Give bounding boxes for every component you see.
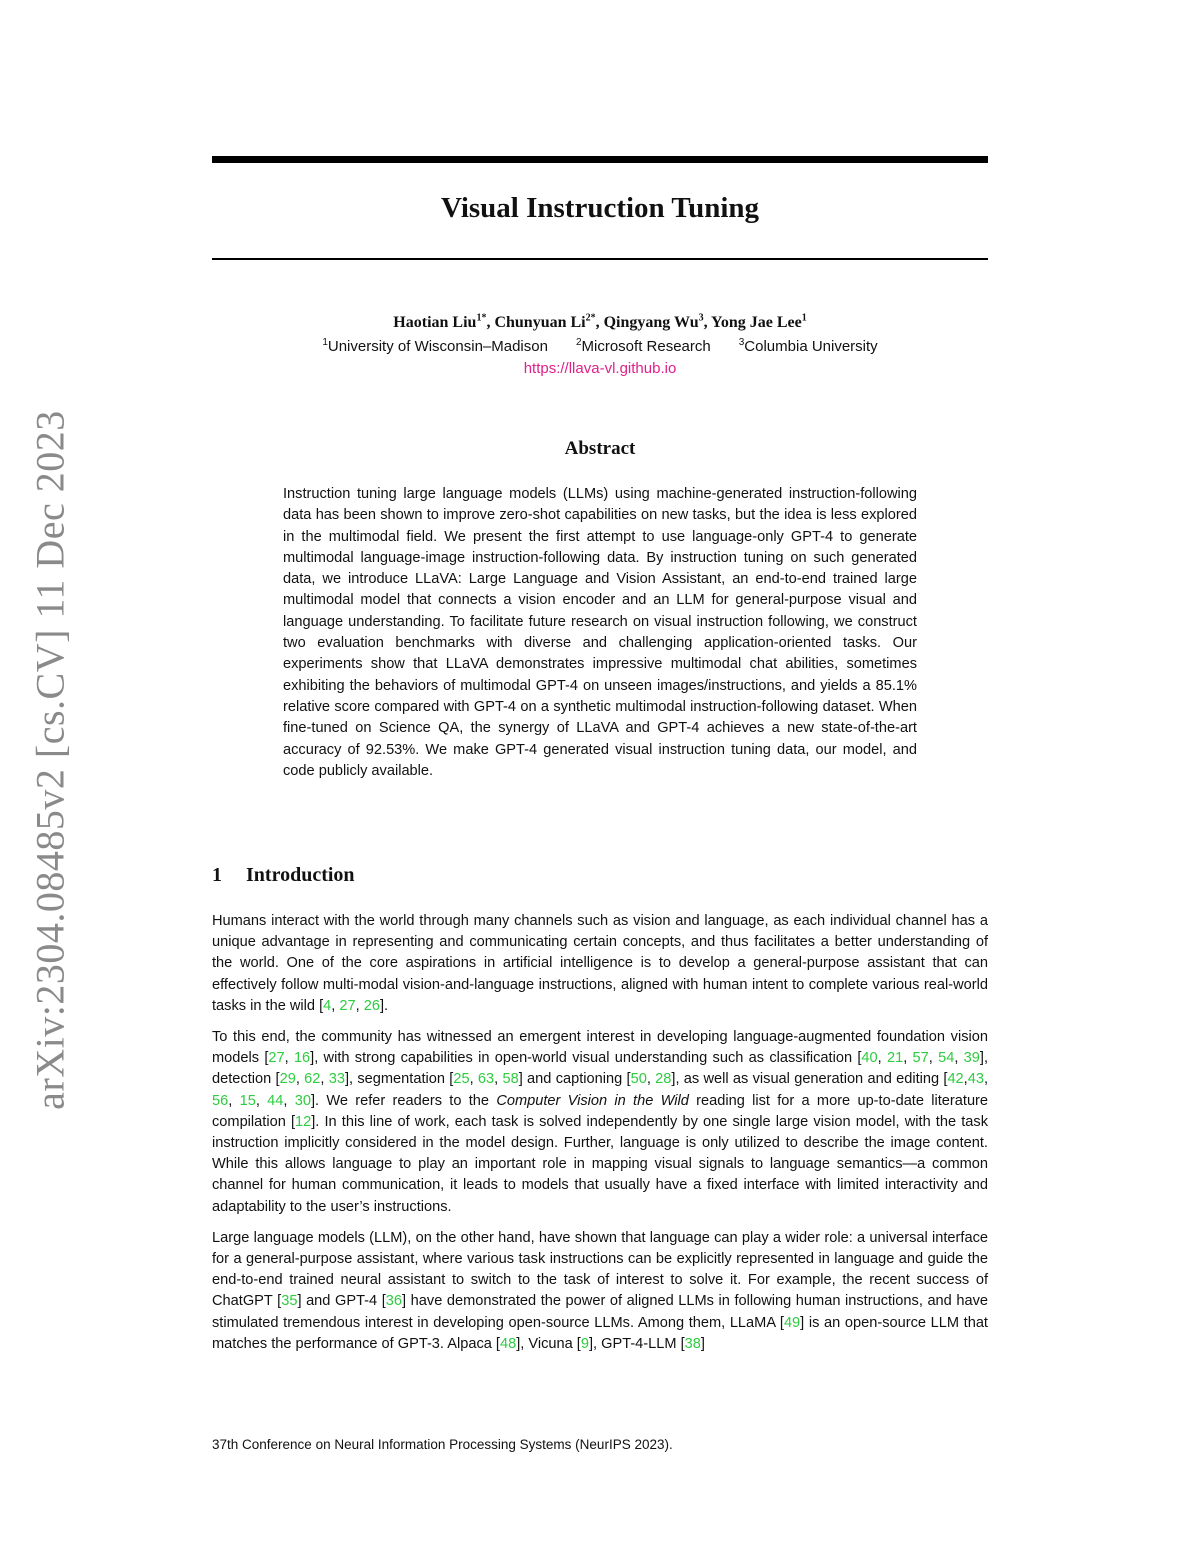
citation-link[interactable]: 35 (281, 1293, 298, 1310)
affil-mark: 3 (738, 337, 745, 348)
author-name: Chunyuan Li (494, 314, 586, 331)
citation-link[interactable]: 39 (963, 1050, 980, 1067)
author-name: Haotian Liu (393, 314, 477, 331)
introduction-body (212, 911, 988, 1365)
abstract-text: Instruction tuning large language models (LLMs) using machine-generated instruction-following data has been shown to improve zero-shot capabilities on new tasks, but the idea is less explored in the multimodal field. We present the first attempt to use language-only GPT-4 to generate multimodal language-image instruction-following data. By instruction tuning on such generated data, we introduce LLaVA: Large Language and Vision Assistant, an end-to-end trained large multimodal model that connects a vision encoder and an LLM for general-purpose visual and language understanding. To facilitate future research on visual instruction following, we construct two evaluation benchmarks with diverse and challenging application-oriented tasks. Our experiments show that LLaVA demonstrates impressive multimodal chat abilities, sometimes exhibiting the behaviors of multimodal GPT-4 on unseen images/instructions, and yields a 85.1% relative score compared with GPT-4 on a synthetic multimodal instruction-following dataset. When fine-tuned on Science QA, the synergy of LLaVA and GPT-4 achieves a new state-of-the-art accuracy of 92.53%. We make GPT-4 generated visual instruction tuning data, our model, and code publicly available. (283, 486, 917, 779)
affiliation: University of Wisconsin–Madison (327, 338, 548, 355)
citation-link[interactable]: 30 (294, 1092, 311, 1109)
citation-link[interactable]: 44 (267, 1092, 284, 1109)
citation-link[interactable]: 63 (477, 1071, 495, 1088)
citation-link[interactable]: 62 (304, 1071, 321, 1088)
citation-link[interactable]: 9 (580, 1335, 589, 1352)
citation-link[interactable]: 27 (339, 997, 356, 1014)
title-rule-bottom (212, 258, 988, 260)
citation-link[interactable]: 28 (655, 1071, 672, 1088)
citation-link[interactable]: 56 (212, 1092, 229, 1109)
citation-link[interactable]: 58 (502, 1071, 519, 1088)
citation-link[interactable]: 25 (453, 1071, 470, 1088)
affil-mark: 2 (575, 337, 582, 348)
citation-link[interactable]: 49 (783, 1314, 801, 1331)
citation-link[interactable]: 42 (947, 1071, 964, 1088)
citation-link[interactable]: 16 (293, 1050, 311, 1067)
citation-link[interactable]: 26 (363, 997, 380, 1014)
author-affil-mark: 3 (698, 312, 704, 324)
citation-link[interactable]: 48 (499, 1335, 517, 1352)
abstract-heading: Abstract (564, 438, 636, 459)
affiliation-list (212, 338, 988, 355)
section-heading (212, 864, 988, 887)
author-affil-mark: 1* (476, 312, 487, 324)
arxiv-identifier: arXiv:2304.08485v2 [cs.CV] 11 Dec 2023 (27, 410, 73, 1110)
affiliation: Microsoft Research (581, 338, 711, 355)
citation-link[interactable]: 12 (295, 1113, 312, 1130)
conference-footnote: 37th Conference on Neural Information Processing Systems (NeurIPS 2023). (212, 1437, 673, 1452)
affil-mark: 1 (322, 337, 328, 348)
paragraph: Large language models (LLM), on the other hand, have shown that language can play a wider role: a universal interface for a general-purpose assistant, where various task instructions can be explicitly represented in language and guide the end-to-end trained neural assistant to switch to the task of interest to solve it. For example, the recent success of ChatGPT [35] and GPT-4 [36] have demonstrated the power of aligned LLMs in following human instructions, and have stimulated tremendous interest in developing open-source LLMs. Among them, LLaMA [49] is an open-source LLM that matches the performance of GPT-3. Alpaca [48], Vicuna [9], GPT-4-LLM [38] (212, 1229, 989, 1352)
citation-link[interactable]: 38 (684, 1335, 701, 1352)
citation-link[interactable]: 21 (886, 1050, 904, 1067)
author-name: Yong Jae Lee (711, 314, 802, 331)
author-list: Haotian Liu$^{1*}$, Chunyuan $Li^{2*}$, Qingyang Wu$^3$, Yong Jae Lee$^1$ (393, 312, 807, 331)
arxiv-sidebar (20, 410, 80, 1110)
citation-link[interactable]: 33 (328, 1071, 345, 1088)
citation-link[interactable]: 27 (268, 1050, 285, 1067)
section-number: 1 (212, 864, 222, 886)
paper-title: Visual Instruction Tuning (440, 192, 760, 224)
paragraph: Humans interact with the world through many channels such as vision and language, as each individual channel has a unique advantage in representing and communicating certain concepts, and thus facilitates a better understanding of the world. One of the core aspirations in artificial intelligence is to develop a general-purpose assistant that can effectively follow multi-modal vision-and-language instructions, aligned with human intent to complete various real-world tasks in the wild [4, 27, 26]. (212, 913, 988, 1014)
citation-link[interactable]: 15 (239, 1092, 256, 1109)
project-url-link[interactable]: https://llava-vl.github.io (523, 360, 677, 377)
citation-link[interactable]: 36 (385, 1293, 403, 1310)
affiliation: Columbia University (744, 338, 878, 355)
citation-link[interactable]: 50 (630, 1071, 647, 1088)
citation-link[interactable]: 54 (938, 1050, 955, 1067)
citation-link[interactable]: 43 (967, 1071, 984, 1088)
section-title: Introduction (246, 864, 355, 886)
author-affil-mark: 2* (585, 312, 596, 324)
reading-list-title: Computer Vision in the Wild (496, 1092, 689, 1109)
author-name: Qingyang Wu (603, 314, 699, 331)
citation-link[interactable]: 29 (279, 1071, 296, 1088)
citation-link[interactable]: 40 (861, 1050, 878, 1067)
title-rule-top (212, 156, 988, 163)
paragraph: To this end, the community has witnessed an emergent interest in developing language-augmented foundation vision models [27, 16], with strong capabilities in open-world visual understanding such as classification [40, 21, 57, 54, 39], detection [29, 62, 33], segmentation [25, 63, 58] and captioning [50, 28], as well as visual generation and editing [42,43, 56, 15, 44, 30]. We refer readers to the Computer Vision in the Wild reading list for a more up-to-date literature compilation [12]. In this line of work, each task is solved independently by one single large vision model, with the task instruction implicitly considered in the model design. Further, language is only utilized to describe the image content. While this allows language to play an important role in mapping visual signals to language semantics—a common channel for human communication, it leads to models that usually have a fixed interface with limited interactivity and adaptability to the user’s instructions. (212, 1029, 989, 1215)
citation-link[interactable]: 57 (912, 1050, 929, 1067)
author-affil-mark: 1 (801, 312, 807, 324)
citation-link[interactable]: 4 (323, 997, 332, 1014)
